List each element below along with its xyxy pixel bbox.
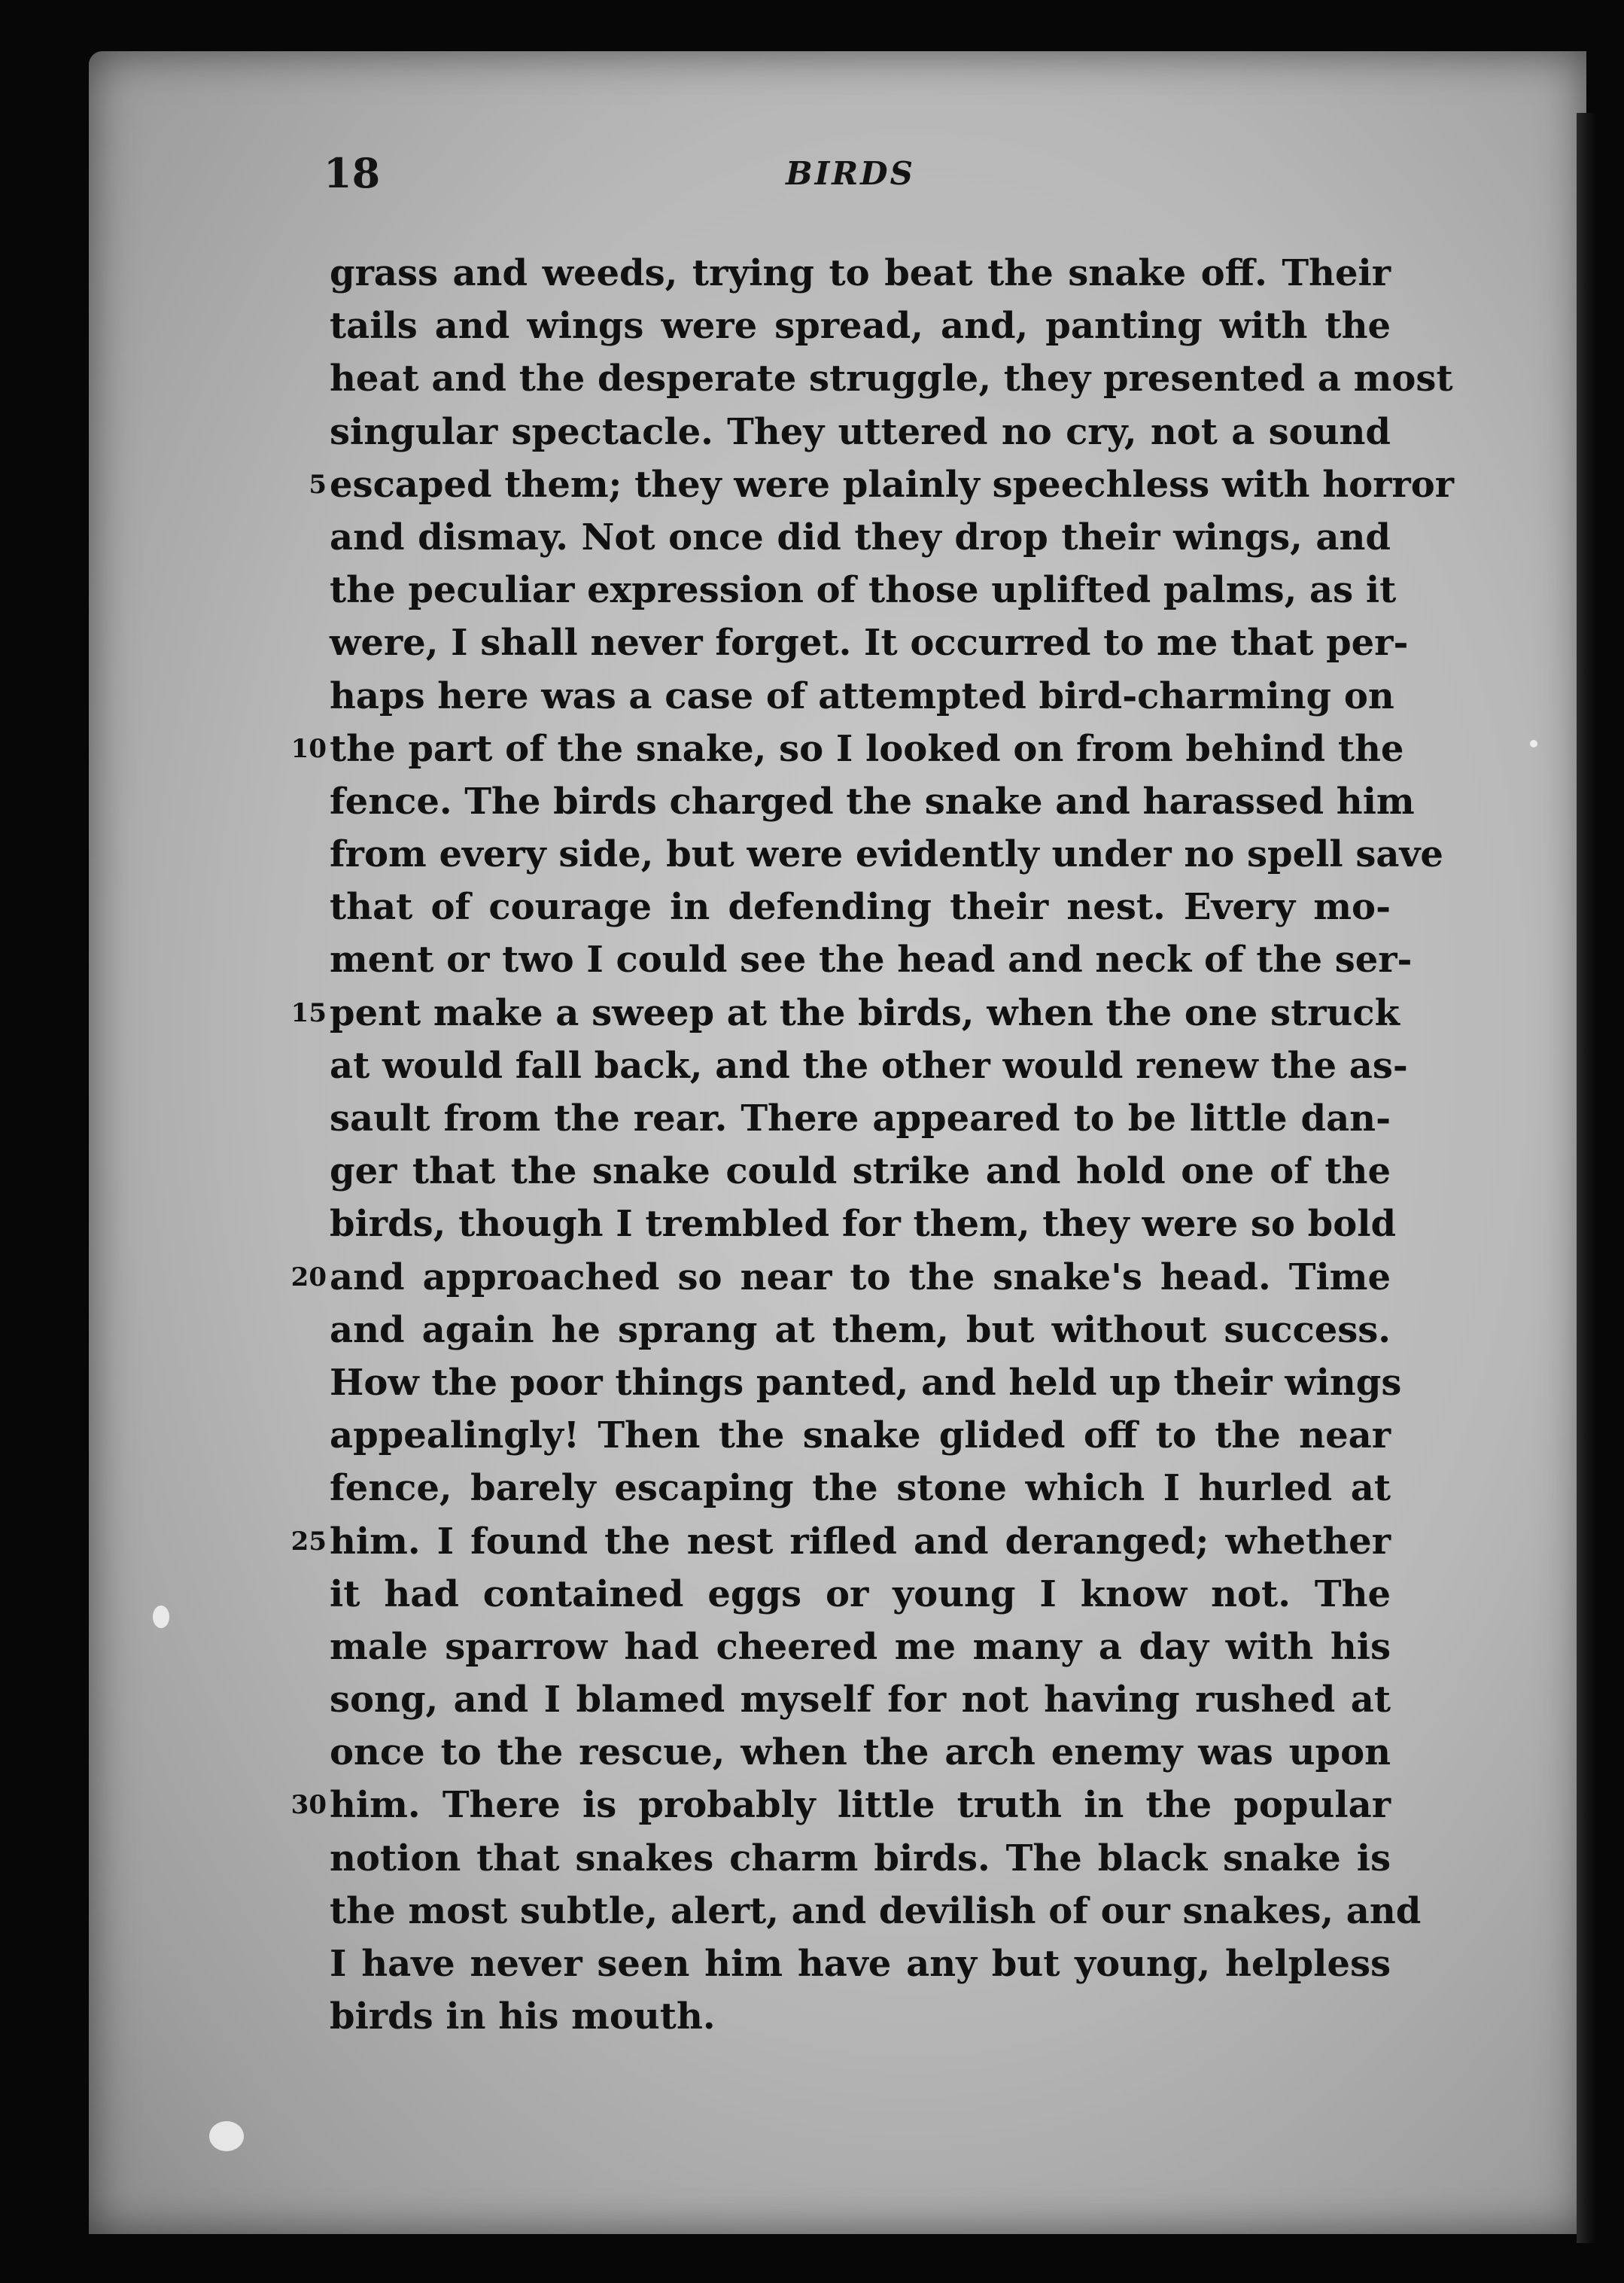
text-line [330,1673,1391,1726]
line-text: ment or two I could see the head and neck of the ser- [330,939,1413,982]
line-text: male sparrow had cheered me many a day with his [330,1625,1391,1668]
text-line [330,1356,1402,1409]
line-number: 25 [290,1526,327,1557]
text-line [290,723,1404,775]
line-text: appealingly! Then the snake glided off to the near [330,1414,1391,1457]
line-text: fence, barely escaping the stone which I hurled at [330,1467,1391,1510]
line-text: singular spectacle. They uttered no cry, not a sound [330,410,1391,453]
line-text: and again he sprang at them, but without success. [330,1308,1391,1351]
text-line [330,828,1443,881]
paper-speck [153,1606,169,1628]
text-line [330,247,1391,300]
text-line [330,1938,1391,1990]
line-number: 15 [290,997,327,1028]
line-text: him. I found the nest rifled and deranged; whether [330,1520,1391,1563]
text-line [290,1779,1391,1831]
line-text: and dismay. Not once did they drop their wings, and [330,516,1391,559]
text-line [330,1092,1391,1145]
line-number: 5 [309,469,327,500]
line-text: song, and I blamed myself for not having rushed at [330,1679,1391,1721]
line-text: were, I shall never forget. It occurred to me that per- [330,622,1409,665]
text-line [309,458,1455,511]
paper-speck [209,2121,244,2151]
line-text: him. There is probably little truth in the popular [330,1784,1391,1827]
line-text: notion that snakes charm birds. The black snake is [330,1837,1391,1880]
text-line [290,1251,1391,1304]
text-line [330,1304,1391,1356]
line-text: once to the rescue, when the arch enemy was upon [330,1731,1391,1774]
line-text: and approached so near to the snake's head. Time [330,1256,1391,1298]
text-line [330,1462,1391,1514]
line-text: tails and wings were spread, and, panting with the [330,305,1391,348]
text-line [330,670,1394,723]
text-line [330,1409,1391,1462]
text-line [330,1621,1391,1673]
line-text: that of courage in defending their nest. Every mo- [330,886,1391,929]
line-text: at would fall back, and the other would renew the as- [330,1044,1408,1087]
line-text: fence. The birds charged the snake and harassed him [330,780,1415,823]
text-line [330,300,1391,352]
line-text: How the poor things panted, and held up their wings [330,1361,1402,1404]
line-number: 10 [290,733,327,764]
running-head: BIRDS [786,155,915,192]
text-line [330,1885,1422,1938]
text-line [330,616,1409,669]
line-text: from every side, but were evidently under no spell save [330,833,1443,876]
line-text: it had contained eggs or young I know not. The [330,1572,1391,1615]
text-line [330,352,1453,405]
line-number: 20 [290,1262,327,1292]
text-line [290,987,1400,1040]
page-edge-shadow [1577,113,1598,2243]
text-line [330,1040,1408,1092]
text-line [290,1515,1391,1568]
line-text: haps here was a case of attempted bird-charming on [330,674,1394,717]
text-line [330,1832,1391,1885]
paper-speck [1530,740,1537,747]
line-text: the most subtle, alert, and devilish of our snakes, and [330,1889,1422,1932]
text-line [330,406,1391,458]
body-text [290,247,1455,2043]
text-line [330,1568,1391,1621]
line-text: ger that the snake could strike and hold one of the [330,1150,1391,1193]
line-text: birds in his mouth. [330,1995,716,2038]
text-line [330,1198,1397,1250]
line-text: the part of the snake, so I looked on from behind the [330,727,1404,770]
line-text: escaped them; they were plainly speechless with horror [330,463,1455,506]
line-number: 30 [290,1790,327,1821]
text-line [330,881,1391,933]
line-text: birds, though I trembled for them, they were so bold [330,1203,1397,1246]
line-text: heat and the desperate struggle, they presented a most [330,358,1453,400]
text-line [330,511,1391,564]
line-text: grass and weeds, trying to beat the snake off. Their [330,252,1391,294]
text-line [330,564,1397,616]
text-line [330,1726,1391,1779]
text-line [330,1990,1391,2043]
text-line [330,775,1415,828]
text-line [330,1145,1391,1198]
line-text: sault from the rear. There appeared to be little dan- [330,1097,1391,1140]
line-text: I have never seen him have any but young, helpless [330,1943,1391,1985]
text-line [330,933,1413,986]
line-text: the peculiar expression of those uplifted palms, as it [330,569,1397,612]
line-text: pent make a sweep at the birds, when the one struck [330,991,1400,1034]
page-number: 18 [324,149,381,197]
